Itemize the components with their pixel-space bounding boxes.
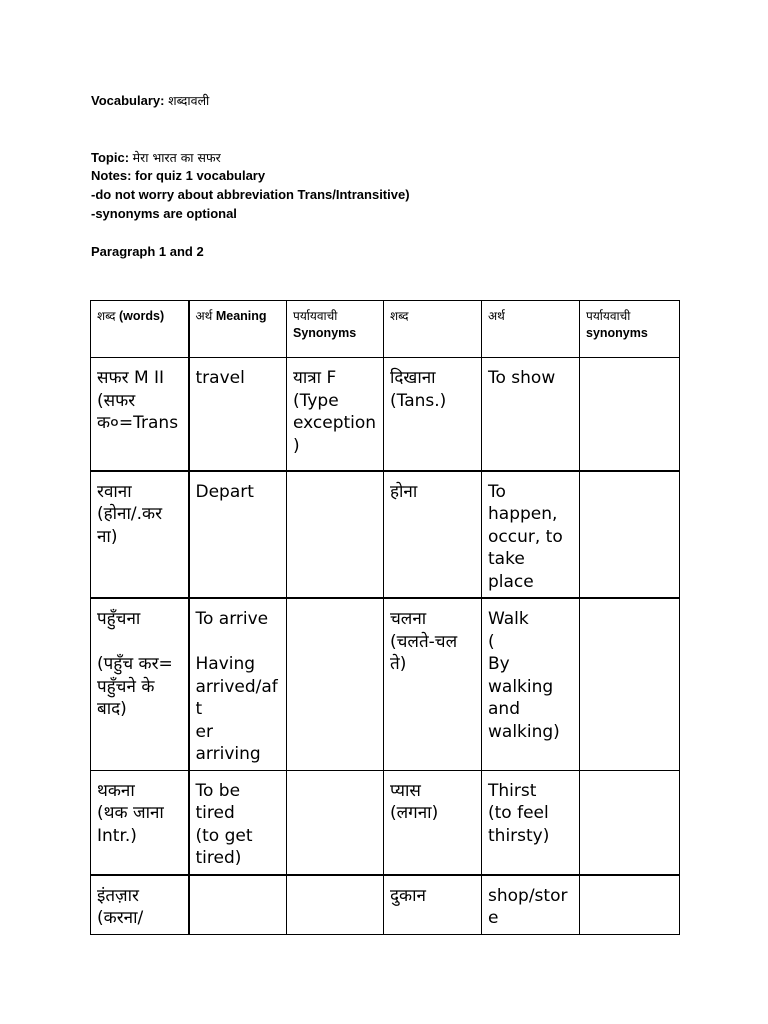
notes-text: Notes: for quiz 1 vocabulary [91,168,266,183]
section-heading [91,243,204,261]
header-meaning-2-deva: अर्थ [488,309,505,323]
table-row [91,770,680,875]
table-cell [482,598,580,770]
cell-text: रवाना (होना/.कर ना) [97,481,163,547]
header-cell-meaning-2 [482,301,580,358]
note-item-2 [91,205,237,223]
cell-text: Thirst (to feel thirsty) [488,780,550,846]
table-row [91,358,680,471]
table-cell [482,770,580,875]
cell-text [287,876,383,889]
cell-text [287,472,383,485]
header-cell-meaning [189,301,287,358]
cell-text: सफर M II (सफर क०=Trans [97,368,179,433]
table-cell [482,471,580,599]
table-cell [482,875,580,935]
cell-text [287,599,383,612]
header-meaning-en: Meaning [215,309,267,323]
note-item-1 [91,186,410,204]
notes-line [91,167,265,185]
cell-text: Walk ( By walking and walking) [488,609,560,742]
header-cell-synonyms [287,301,384,358]
table-cell [189,358,287,471]
header-synonyms-2-deva: पर्यायवाची [586,309,631,323]
table-cell [287,875,384,935]
note-2-text: -synonyms are optional [91,206,237,221]
table-cell [384,875,482,935]
table-row [91,598,680,770]
table-cell [91,471,189,599]
cell-text: यात्रा F (Type exception ) [293,368,377,456]
vocabulary-value: शब्दावली [168,93,210,108]
table-row [91,471,680,599]
table-cell [580,471,680,599]
table-cell [189,598,287,770]
table-cell [580,358,680,471]
table-cell [91,770,189,875]
header-words-2-deva: शब्द [390,309,409,323]
header-cell-words-2 [384,301,482,358]
cell-text [190,876,287,889]
cell-text: दुकान [390,885,426,906]
table-cell [91,598,189,770]
table-cell [580,875,680,935]
header-words-en: (words) [119,309,165,323]
table-row [91,875,680,935]
cell-text [580,599,679,612]
table-cell [287,770,384,875]
header-cell-synonyms-2 [580,301,680,358]
vocabulary-line [91,92,209,110]
header-meaning-deva: अर्थ [195,309,213,323]
table-cell [189,875,287,935]
header-synonyms-en: Synonyms [293,326,357,340]
cell-text: travel [195,368,245,388]
cell-text: थकना (थक जाना Intr.) [97,780,164,846]
cell-text [580,771,679,784]
cell-text [580,472,679,485]
header-words-deva: शब्द [97,309,116,323]
table-cell [189,770,287,875]
cell-text: इंतज़ार (करना/ [97,885,144,928]
cell-text: दिखाना (Tans.) [390,368,447,411]
header-synonyms-deva: पर्यायवाची [293,309,338,323]
table-cell [287,358,384,471]
cell-text: पहुँचना (पहुँच कर= पहुँचने के बाद) [97,609,173,719]
vocabulary-label: Vocabulary: [91,93,165,108]
cell-text: shop/stor e [488,885,568,928]
cell-text [287,771,383,784]
topic-label: Topic: [91,150,130,165]
cell-text: चलना (चलते-चल ते) [390,609,458,674]
cell-text: To be tired (to get tired) [195,780,253,868]
table-cell [384,770,482,875]
table-cell [287,598,384,770]
header-cell-words [91,301,189,358]
topic-line [91,149,221,167]
table-cell [287,471,384,599]
cell-text: प्यास (लगना) [390,780,439,823]
section-heading-text: Paragraph 1 and 2 [91,244,204,259]
table-cell [384,358,482,471]
cell-text [580,358,679,371]
cell-text [580,876,679,889]
topic-value: मेरा भारत का सफर [132,150,221,165]
table-cell [580,770,680,875]
table-cell [580,598,680,770]
table-cell [91,358,189,471]
cell-text: Depart [195,481,254,502]
table-cell [189,471,287,599]
table-cell [384,471,482,599]
table-header-row [91,301,680,358]
note-1-text: -do not worry about abbreviation Trans/Intransitive) [91,187,410,202]
table-cell [91,875,189,935]
cell-text: To arrive Having arrived/aft er arriving [195,609,278,764]
header-synonyms-2-en: synonyms [586,326,648,340]
cell-text: To show [488,368,556,388]
cell-text: होना [390,481,418,502]
vocabulary-table [90,300,680,935]
table-cell [482,358,580,471]
cell-text: To happen, occur, to take place [488,481,563,592]
table-cell [384,598,482,770]
